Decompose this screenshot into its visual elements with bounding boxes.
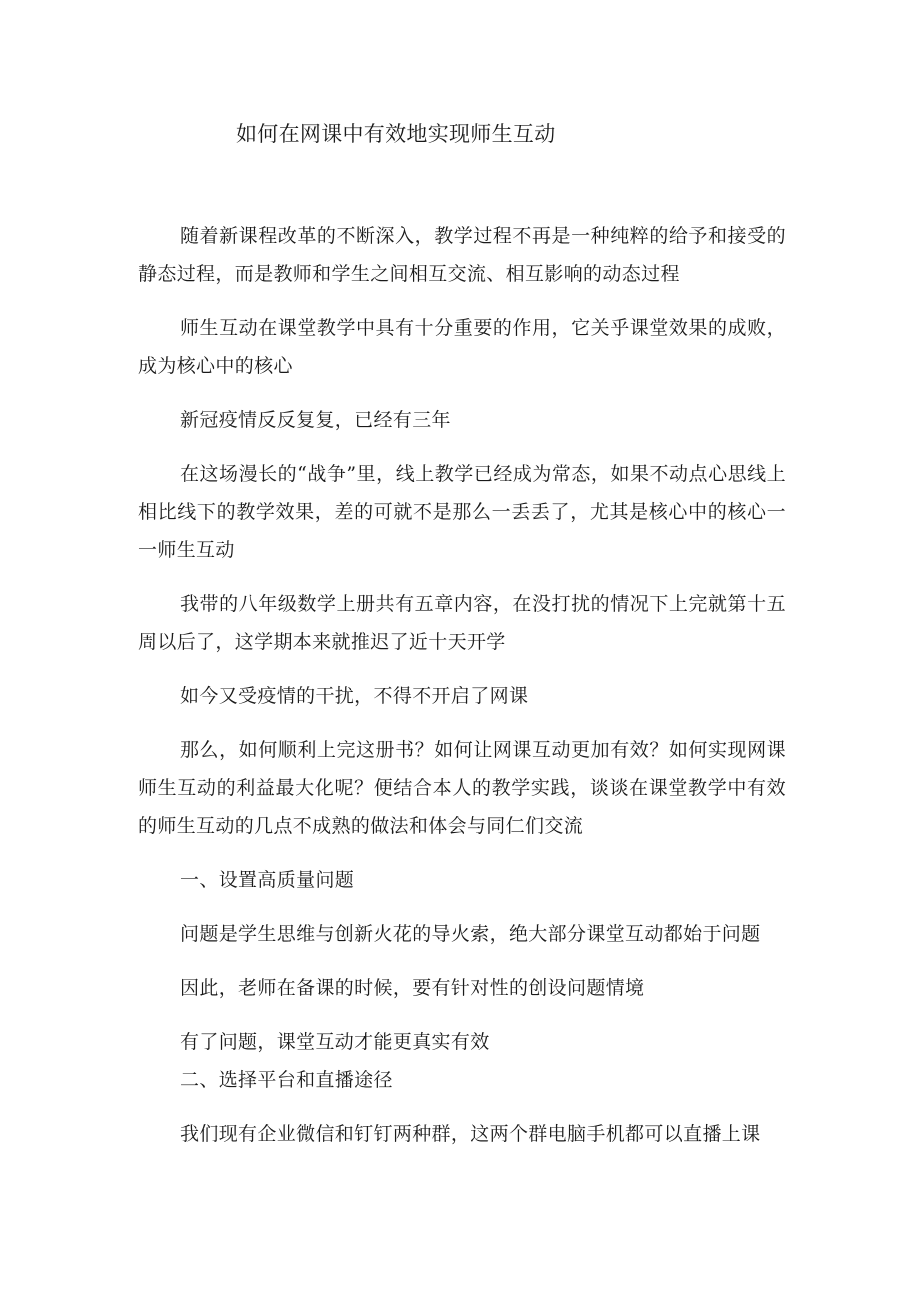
paragraph: 我带的八年级数学上册共有五章内容，在没打扰的情况下上完就第十五周以后了，这学期本来就推迟了近十天开学 xyxy=(138,593,786,653)
paragraph: 因此，老师在备课的时候，要有针对性的创设问题情境 xyxy=(180,977,645,999)
section-heading: 二、选择平台和直播途径 xyxy=(180,1069,393,1091)
document-title: 如何在网课中有效地实现师生互动 xyxy=(236,122,556,146)
document-body xyxy=(138,217,786,1169)
paragraph: 随着新课程改革的不断深入，教学过程不再是一种纯粹的给予和接受的静态过程，而是教师和学生之间相互交流、相互影响的动态过程 xyxy=(138,225,786,285)
paragraph: 有了问题，课堂互动才能更真实有效 xyxy=(180,1031,490,1053)
paragraph: 如今又受疫情的干扰，不得不开启了网课 xyxy=(180,685,529,707)
paragraph: 我们现有企业微信和钉钉两种群，这两个群电脑手机都可以直播上课 xyxy=(180,1123,761,1145)
paragraph: 师生互动在课堂教学中具有十分重要的作用，它关乎课堂效果的成败，成为核心中的核心 xyxy=(138,317,786,377)
paragraph: 问题是学生思维与创新火花的导火索，绝大部分课堂互动都始于问题 xyxy=(180,923,761,945)
paragraph: 那么，如何顺利上完这册书？如何让网课互动更加有效？如何实现网课师生互动的利益最大化呢？便结合本人的教学实践，谈谈在课堂教学中有效的师生互动的几点不成熟的做法和体会与同仁们交流 xyxy=(138,739,786,837)
section-heading: 一、设置高质量问题 xyxy=(180,869,355,891)
paragraph: 新冠疫情反反复复，已经有三年 xyxy=(180,409,451,431)
paragraph: 在这场漫长的“战争”里，线上教学已经成为常态，如果不动点心思线上相比线下的教学效果，差的可就不是那么一丢丢了，尤其是核心中的核心一一师生互动 xyxy=(138,463,786,561)
